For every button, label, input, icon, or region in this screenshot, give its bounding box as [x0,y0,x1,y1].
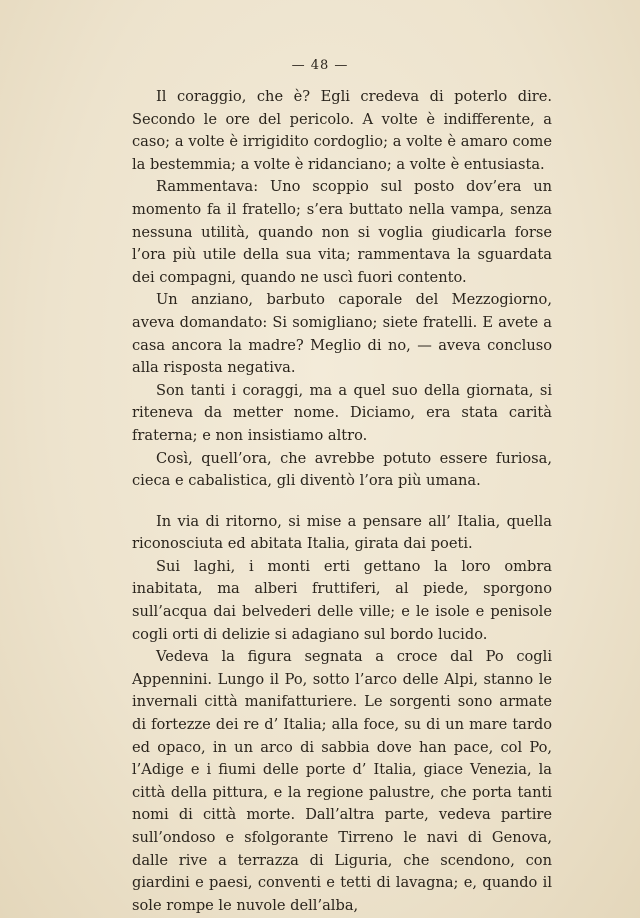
paragraph-4: Son tanti i coraggi, ma a quel suo della giornata, si riteneva da metter nome. Diciamo, era stata carità fraterna; e non insistiamo altro. [132,381,552,444]
paragraph-6: In via di ritorno, si mise a pensare all’ Italia, quella riconosciuta ed abitata Italia, girata dai poeti. [132,512,552,553]
paragraph-5: Così, quell’ora, che avrebbe potuto essere furiosa, cieca e cabalistica, gli diventò l’ora più umana. [132,449,552,490]
paragraph-8: Vedeva la figura segnata a croce dal Po cogli Appennini. Lungo il Po, sotto l’arco delle Alpi, stanno le invernali città manifatturiere. Le sorgenti sono armate di fortezze dei re d’ Italia; alla foce, su di un mare tardo ed opaco, in un arco di sabbia dove han pace, col Po, l’Adige e i fiumi delle porte d’ Italia, giace Venezia, la città della pittura, e la regione palustre, che porta tanti nomi di città morte. Dall’altra parte, vedeva partire sull’ondoso e sfolgorante Tirreno le navi di Genova, dalle rive a terrazza di Liguria, che scendono, con giardini e paesi, conventi e tetti di lavagna; e, quando il sole rompe le nuvole dell’alba, [132,648,552,914]
body-text [132,86,552,917]
paragraph-1: Il coraggio, che è? Egli credeva di poterlo dire. Secondo le ore del pericolo. A volte è indifferente, a caso; a volte è irrigidito cordoglio; a volte è amaro come la bestemmia; a volte è ridanciano; a volte è entusiasta. [132,88,552,173]
paragraph-3: Un anziano, barbuto caporale del Mezzogiorno, aveva domandato: Si somigliano; siete fratelli. E avete a casa ancora la madre? Meglio di no, — aveva concluso alla risposta negativa. [132,291,552,377]
page-number: — 48 — [291,58,349,73]
paragraph-7: Sui laghi, i monti erti gettano la loro ombra inabitata, ma alberi fruttiferi, al piede, sporgono sull’acqua dai belvederi delle ville; e le isole e penisole cogli orti di delizie si adagiano sul bordo lucido. [132,557,552,643]
paragraph-2: Rammentava: Uno scoppio sul posto dov’era un momento fa il fratello; s’era buttato nella vampa, senza nessuna utilità, quando non si voglia giudicarla forse l’ora più utile della sua vita; rammentava la sguardata dei compagni, quando ne uscì fuori contento. [132,178,552,286]
